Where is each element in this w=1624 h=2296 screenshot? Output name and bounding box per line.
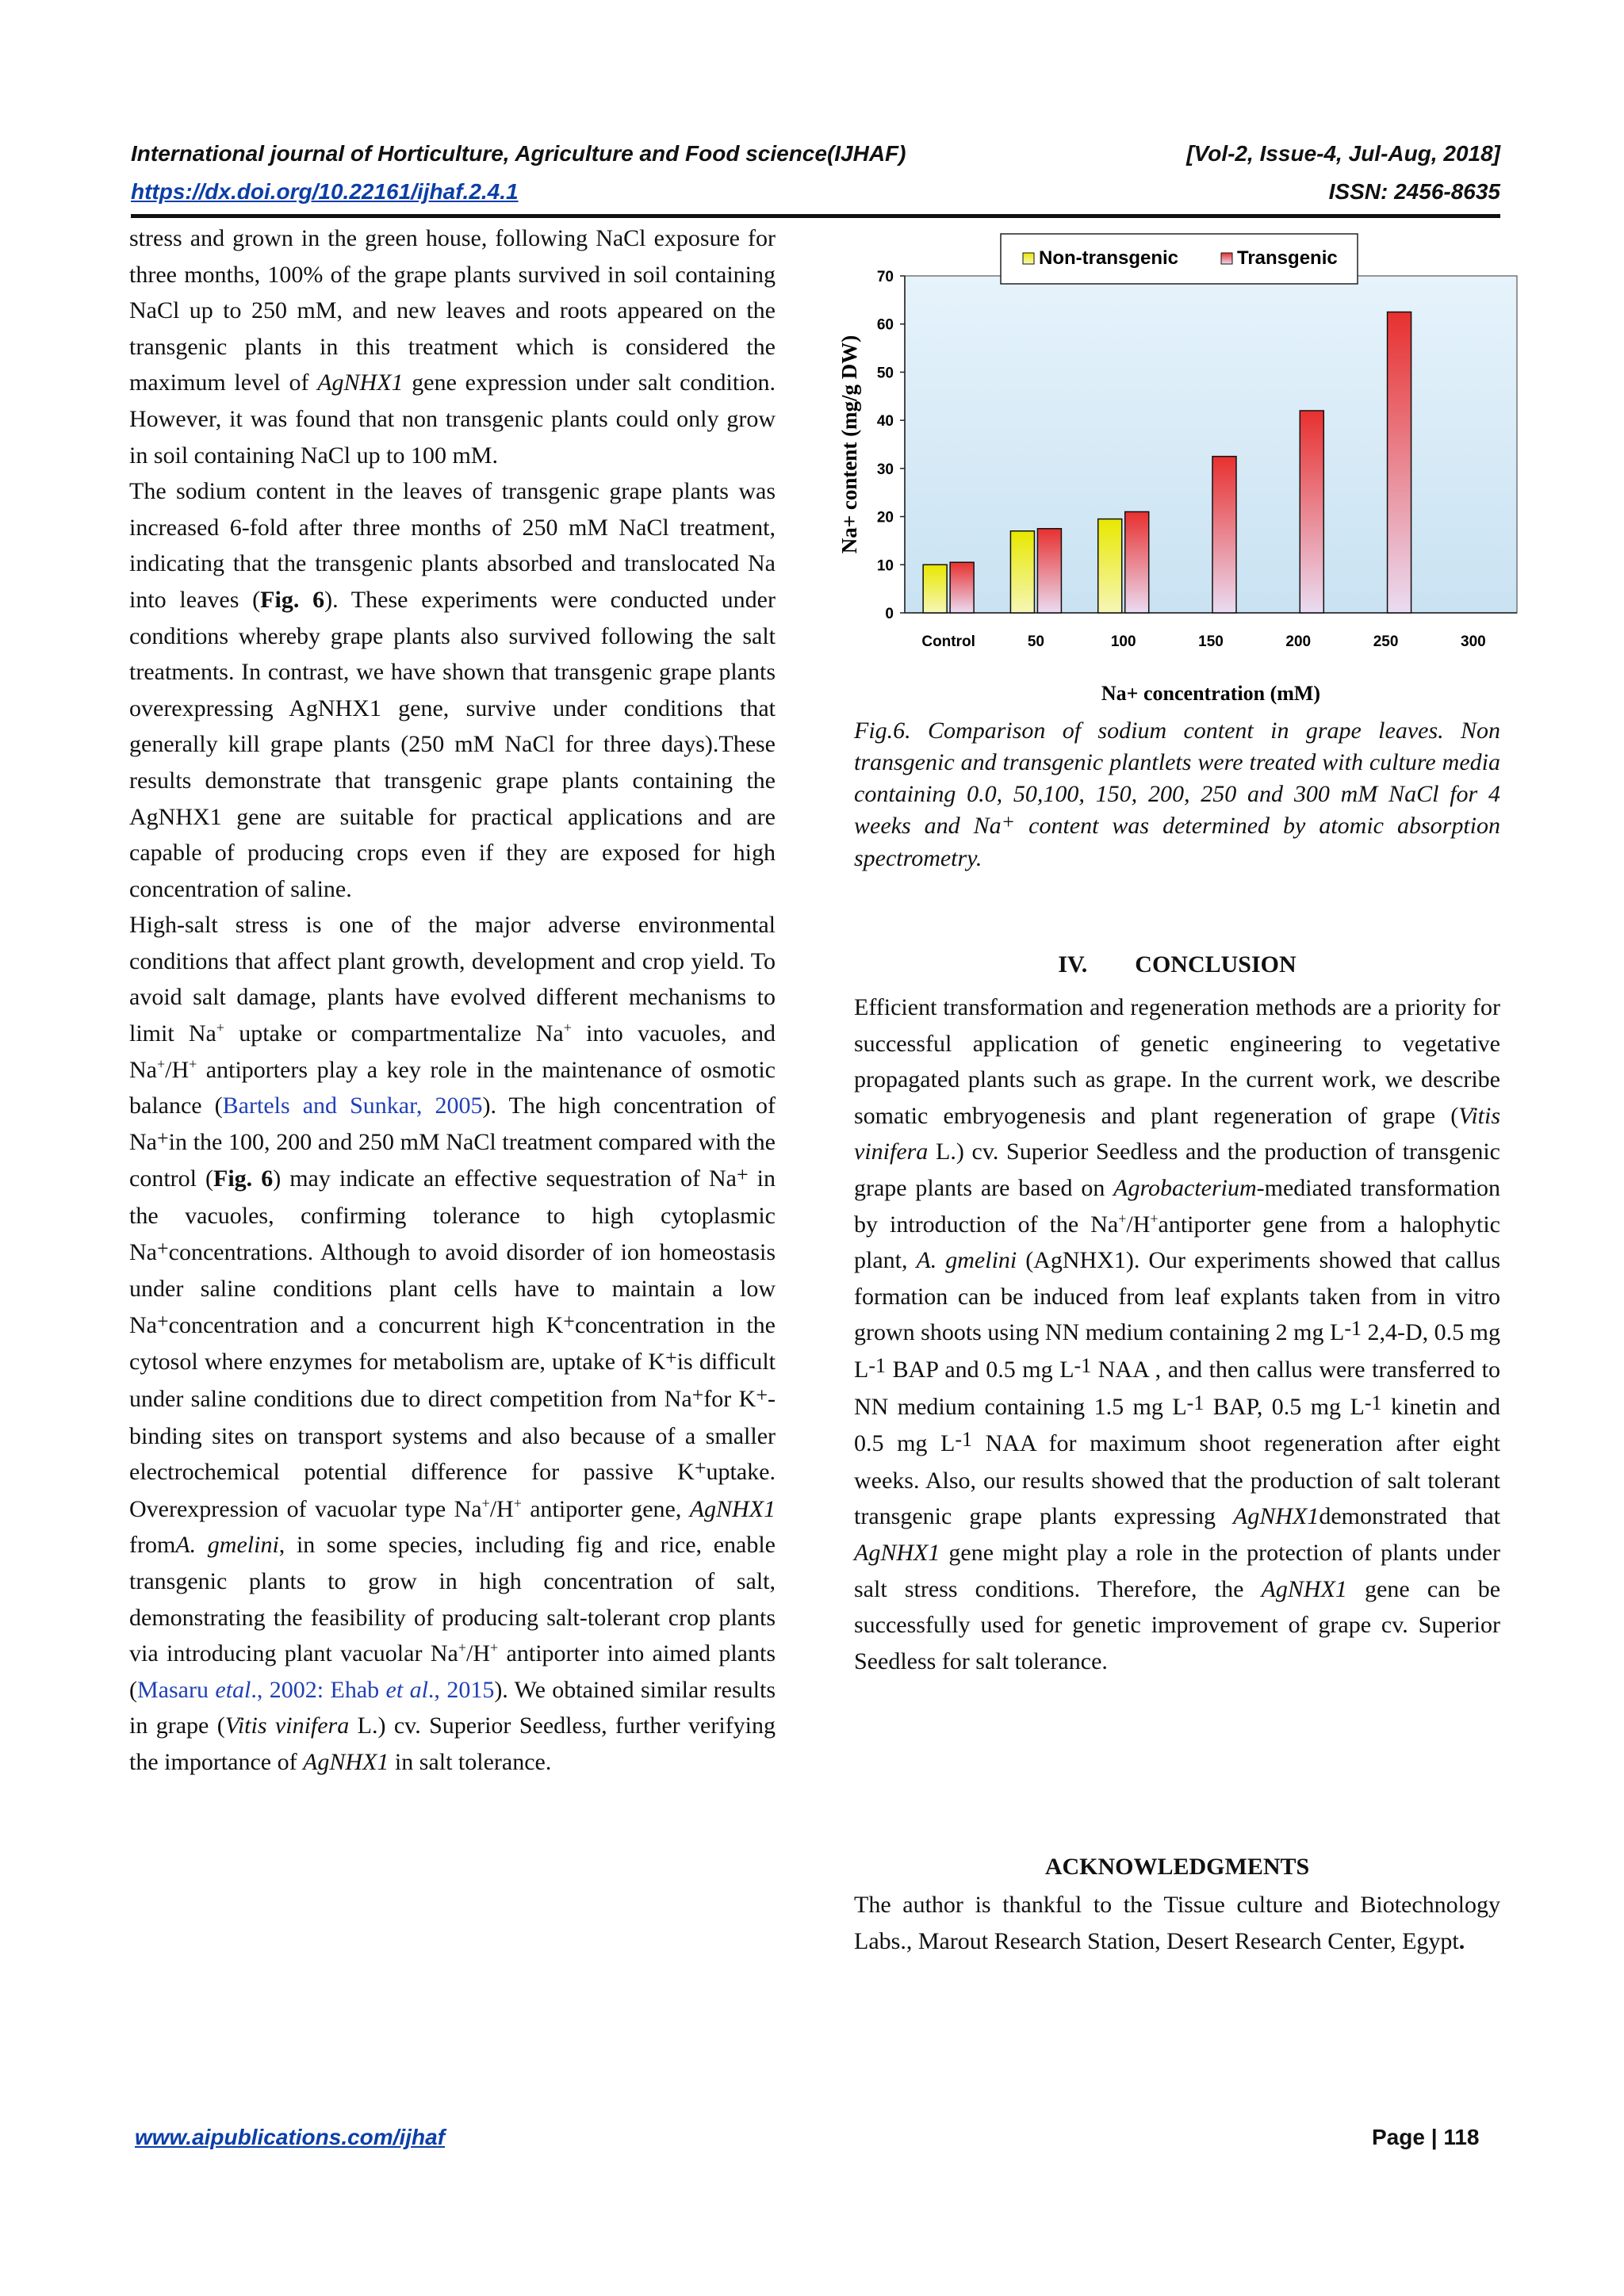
y-tick-label: 40 — [876, 413, 894, 430]
acknowledgments-body: The author is thankful to the Tissue culture and Biotechnology Labs., Marout Research Station, Desert Research Center, Egypt. — [854, 1892, 1500, 1954]
x-tick-label: 200 — [1285, 633, 1312, 650]
legend-label: Non-transgenic — [1039, 247, 1179, 269]
legend-swatch — [1221, 253, 1232, 264]
species-name: A. gmelini — [175, 1532, 279, 1559]
conclusion-paragraph: Efficient transformation and regeneration methods are a priority for successful application of genetic engineering to vegetative propagated plants such as grape. In the current work, we describe somatic embryogenesis and plant regeneration of grape (Vitis vinifera L.) cv. Superior Seedless and the production of transgenic grape plants are based on Agrobacterium-mediated transformation by introduction of the Na+/H+antiporter gene from a halophytic plant, A. gmelini (AgNHX1). Our experiments showed that callus formation can be induced from leaf explants taken from in vitro grown shoots using NN medium containing 2 mg L-1 2,4-D, 0.5 mg L-1 BAP and 0.5 mg L-1 NAA , and then callus were transferred to NN medium containing 1.5 mg L-1 BAP, 0.5 mg L-1 kinetin and 0.5 mg L-1 NAA for maximum shoot regeneration after eight weeks. Also, our results showed that the production of salt tolerant transgenic grape plants expressing AgNHX1demonstrated that AgNHX1 gene might play a role in the protection of plants under salt stress conditions. Therefore, the AgNHX1 gene can be successfully used for genetic improvement of grape cv. Superior Seedless for salt tolerance. — [854, 994, 1501, 1674]
conclusion-body — [854, 989, 1500, 1679]
paragraph-3: High-salt stress is one of the major adverse environmental conditions that affect plant growth, development and crop yield. To avoid salt damage, plants have evolved different mechanisms to limit Na+ uptake or compartmentalize Na+ into vacuoles, and Na+/H+ antiporters play a key role in the maintenance of osmotic balance (Bartels and Sunkar, 2005). The high concentration of Na+in the 100, 200 and 250 mM NaCl treatment compared with the control (Fig. 6) may indicate an effective sequestration of Na+ in the vacuoles, confirming tolerance to high cytoplasmic Na+concentrations. Although to avoid disorder of ion homeostasis under saline conditions plant cells have to maintain a low Na+concentration and a concurrent high K+concentration in the cytosol where enzymes for metabolism are, uptake of K+is difficult under saline conditions due to direct competition from Na+for K+-binding sites on transport systems and also because of a smaller electrochemical potential difference for passive K+uptake. Overexpression of vacuolar type Na+/H+ antiporter gene, AgNHX1 fromA. gmelini, in some species, including fig and rice, enable transgenic plants to grow in high concentration of salt, demonstrating the feasibility of producing salt-tolerant crop plants via introducing plant vacuolar Na+/H+ antiporter into aimed plants (Masaru etal., 2002: Ehab et al., 2015). We obtained similar results in grape (Vitis vinifera L.) cv. Superior Seedless, further verifying the importance of AgNHX1 in salt tolerance. — [129, 912, 776, 1775]
footer-url[interactable]: www.aipublications.com/ijhaf — [135, 2125, 446, 2149]
x-tick-label: 150 — [1198, 633, 1224, 650]
volume-info: [Vol-2, Issue-4, Jul-Aug, 2018] — [1186, 141, 1500, 166]
bar-non-transgenic — [1010, 531, 1034, 613]
y-axis-label: Na+ content (mg/g DW) — [837, 335, 861, 554]
section-heading-acknowledgments: ACKNOWLEDGMENTS — [1044, 1854, 1310, 1880]
y-tick-label: 60 — [876, 316, 894, 334]
gene-name: AgNHX1 — [317, 369, 404, 396]
legend-swatch — [1023, 253, 1034, 264]
y-tick-label: 70 — [876, 269, 894, 285]
bar-chart — [825, 226, 1522, 710]
bar-non-transgenic — [923, 564, 947, 613]
fig-ref[interactable]: Fig. 6 — [213, 1165, 274, 1192]
issn: ISSN: 2456-8635 — [1328, 179, 1500, 204]
y-tick-label: 20 — [876, 509, 894, 526]
species-name: Vitis vinifera — [224, 1712, 350, 1739]
gene-name: AgNHX1 — [303, 1748, 389, 1775]
bar-transgenic — [1037, 529, 1061, 613]
bar-transgenic — [1300, 411, 1323, 613]
y-tick-label: 50 — [876, 365, 894, 382]
doi-link[interactable]: https://dx.doi.org/10.22161/ijhaf.2.4.1 — [131, 179, 519, 204]
legend-label: Transgenic — [1237, 247, 1338, 269]
citation-link[interactable]: Bartels and Sunkar, 2005 — [222, 1093, 483, 1119]
x-tick-label: 100 — [1110, 633, 1136, 650]
plot-area — [905, 276, 1517, 613]
paragraph-2: The sodium content in the leaves of transgenic grape plants was increased 6-fold after three months of 250 mM NaCl treatment, indicating that the transgenic plants absorbed and translocated Na into leaves (Fig. 6). These experiments were conducted under conditions whereby grape plants also survived following the salt treatments. In contrast, we have shown that transgenic grape plants overexpressing AgNHX1 gene, survive under conditions that generally kill grape plants (250 mM NaCl for three days).These results demonstrate that transgenic grape plants containing the AgNHX1 gene are suitable for practical applications and are capable of producing crops even if they are exposed for high concentration of saline. — [129, 478, 776, 902]
x-tick-label: 300 — [1461, 633, 1486, 650]
left-column — [129, 220, 776, 1781]
x-tick-label: Control — [921, 633, 975, 650]
figure-caption: Fig.6. Comparison of sodium content in grape leaves. Non transgenic and transgenic plantlets were treated with culture media containing 0.0, 50,100, 150, 200, 250 and 300 mM NaCl for 4 weeks and Na+ content was determined by atomic absorption spectrometry. — [854, 718, 1500, 871]
citation-link[interactable]: Masaru etal., 2002: Ehab et al., 2015 — [137, 1676, 495, 1703]
section-heading-conclusion: IV. CONCLUSION — [1058, 951, 1297, 978]
y-tick-label: 10 — [876, 557, 894, 575]
x-tick-label: 50 — [1027, 633, 1044, 650]
fig-ref[interactable]: Fig. 6 — [260, 586, 325, 613]
bar-transgenic — [950, 562, 974, 613]
figure-6-chart — [825, 226, 1522, 710]
bar-transgenic — [1212, 457, 1236, 613]
page-number: Page | 118 — [1372, 2125, 1480, 2149]
y-tick-label: 30 — [876, 461, 894, 478]
header-rule — [131, 214, 1500, 218]
x-tick-label: 250 — [1373, 633, 1399, 650]
paragraph-1: stress and grown in the green house, following NaCl exposure for three months, 100% of the grape plants survived in soil containing NaCl up to 250 mM, and new leaves and roots appeared on the transgenic plants in this treatment which is considered the maximum level of AgNHX1 gene expression under salt condition. However, it was found that non transgenic plants could only grow in soil containing NaCl up to 100 mM. — [129, 225, 776, 469]
y-tick-label: 0 — [885, 606, 894, 622]
gene-name: AgNHX1 — [689, 1495, 776, 1522]
bar-non-transgenic — [1098, 519, 1122, 613]
bar-transgenic — [1388, 312, 1411, 613]
x-axis-label: Na+ concentration (mM) — [1101, 682, 1321, 705]
bar-transgenic — [1125, 512, 1149, 614]
journal-title: International journal of Horticulture, Agriculture and Food science(IJHAF) — [131, 141, 906, 166]
